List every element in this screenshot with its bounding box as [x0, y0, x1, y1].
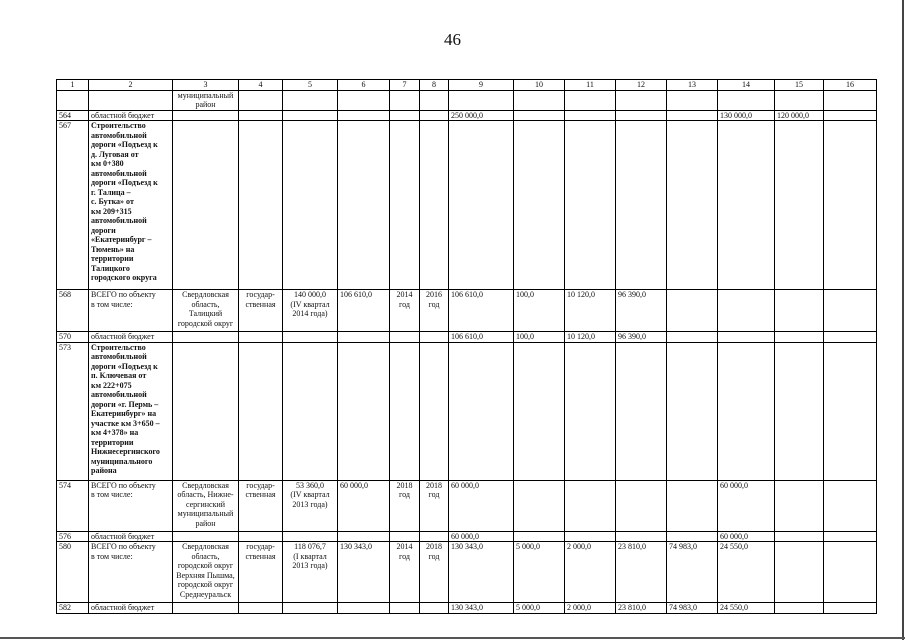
- table-cell-col12: 96 390,0: [616, 290, 667, 332]
- table-cell-col2: областной бюджет: [89, 603, 173, 614]
- table-cell-col13: 74 983,0: [667, 542, 718, 603]
- table-cell-col1: 567: [57, 121, 89, 290]
- table-cell-col10: 100,0: [514, 332, 565, 343]
- table-cell-col13: [667, 332, 718, 343]
- table-cell-col1: [57, 90, 89, 110]
- table-cell-col7: 2014 год: [390, 290, 420, 332]
- table-cell-col6: [338, 121, 390, 290]
- table-cell-col5: 118 076,7 (I квартал 2013 года): [283, 542, 338, 603]
- table-cell-col11: [565, 531, 616, 542]
- table-cell-col4: [239, 603, 283, 614]
- table-cell-col1: 564: [57, 110, 89, 121]
- table-cell-col15: [775, 121, 824, 290]
- scan-edge-bottom: [0, 637, 905, 639]
- table-cell-col8: [420, 332, 449, 343]
- table-cell-col7: 2014 год: [390, 542, 420, 603]
- table-cell-col2: ВСЕГО по объекту в том числе:: [89, 480, 173, 531]
- table-cell-col15: 120 000,0: [775, 110, 824, 121]
- column-header: 8: [420, 80, 449, 91]
- table-cell-col14: [718, 90, 775, 110]
- table-cell-col14: 60 000,0: [718, 531, 775, 542]
- table-row: [57, 480, 877, 531]
- table-cell-col10: [514, 90, 565, 110]
- table-cell-col6: 60 000,0: [338, 480, 390, 531]
- table-cell-col12: [616, 90, 667, 110]
- table-cell-col16: [824, 542, 877, 603]
- table-row: [57, 110, 877, 121]
- table-cell-col15: [775, 603, 824, 614]
- table-cell-col5: 53 360,0 (IV квартал 2013 года): [283, 480, 338, 531]
- table-cell-col10: [514, 121, 565, 290]
- table-cell-col6: [338, 342, 390, 480]
- table-cell-col4: государ- ственная: [239, 542, 283, 603]
- table-cell-col7: [390, 342, 420, 480]
- table-cell-col16: [824, 110, 877, 121]
- table-cell-col2: Строительство автомобильной дороги «Подъезд к п. Ключевая от км 222+075 автомобильной дороги «г. Пермь – Екатеринбург» на участке км 3+650 – км 4+378» на территории Нижнесергинского муниципального района: [89, 342, 173, 480]
- table-cell-col10: [514, 480, 565, 531]
- table-cell-col13: [667, 342, 718, 480]
- table-row: [57, 332, 877, 343]
- column-header: 1: [57, 80, 89, 91]
- table-cell-col3: [173, 603, 239, 614]
- table-cell-col16: [824, 480, 877, 531]
- table-cell-col9: [449, 342, 514, 480]
- table-cell-col2: Строительство автомобильной дороги «Подъезд к д. Луговая от км 0+380 автомобильной дороги «Подъезд к г. Талица – с. Бутка» от км 209+315 автомобильной дороги «Екатеринбург – Тюмень» на территории Талицкого городского округа: [89, 121, 173, 290]
- table-cell-col13: 74 983,0: [667, 603, 718, 614]
- table-cell-col1: 580: [57, 542, 89, 603]
- scan-edge-right: [902, 0, 904, 640]
- table-cell-col5: [283, 90, 338, 110]
- table-cell-col10: [514, 531, 565, 542]
- table-cell-col11: [565, 342, 616, 480]
- table-cell-col8: [420, 531, 449, 542]
- table-cell-col16: [824, 90, 877, 110]
- table-cell-col15: [775, 290, 824, 332]
- table-cell-col14: [718, 342, 775, 480]
- table-cell-col4: государ- ственная: [239, 290, 283, 332]
- table-cell-col1: 570: [57, 332, 89, 343]
- table-cell-col14: 24 550,0: [718, 542, 775, 603]
- column-number-row: [57, 80, 877, 91]
- budget-table: [56, 79, 877, 614]
- table-cell-col6: 106 610,0: [338, 290, 390, 332]
- table-cell-col16: [824, 121, 877, 290]
- table-cell-col1: 573: [57, 342, 89, 480]
- table-cell-col15: [775, 542, 824, 603]
- table-cell-col5: [283, 121, 338, 290]
- table-cell-col3: Свердловская область, Талицкий городской округ: [173, 290, 239, 332]
- table-cell-col13: [667, 480, 718, 531]
- table-cell-col2: областной бюджет: [89, 332, 173, 343]
- table-cell-col8: [420, 342, 449, 480]
- table-cell-col9: 130 343,0: [449, 542, 514, 603]
- table-cell-col6: [338, 603, 390, 614]
- table-cell-col3: [173, 342, 239, 480]
- table-cell-col2: ВСЕГО по объекту в том числе:: [89, 290, 173, 332]
- table-cell-col15: [775, 332, 824, 343]
- column-header: 15: [775, 80, 824, 91]
- table-cell-col4: [239, 342, 283, 480]
- table-cell-col10: 100,0: [514, 290, 565, 332]
- table-cell-col3: Свердловская область, Нижне- сергинский муниципальный район: [173, 480, 239, 531]
- table-cell-col3: [173, 110, 239, 121]
- table-cell-col9: [449, 121, 514, 290]
- table-cell-col15: [775, 90, 824, 110]
- table-row: [57, 542, 877, 603]
- table-cell-col16: [824, 531, 877, 542]
- table-cell-col9: 250 000,0: [449, 110, 514, 121]
- table-cell-col1: 574: [57, 480, 89, 531]
- table-cell-col4: [239, 110, 283, 121]
- table-cell-col8: [420, 110, 449, 121]
- table-cell-col9: 60 000,0: [449, 531, 514, 542]
- table-cell-col2: областной бюджет: [89, 110, 173, 121]
- table-cell-col5: [283, 531, 338, 542]
- table-cell-col5: [283, 110, 338, 121]
- table-cell-col4: государ- ственная: [239, 480, 283, 531]
- table-cell-col16: [824, 332, 877, 343]
- table-cell-col14: 130 000,0: [718, 110, 775, 121]
- table-row: [57, 603, 877, 614]
- table-cell-col11: 2 000,0: [565, 603, 616, 614]
- table-cell-col8: [420, 603, 449, 614]
- column-header: 16: [824, 80, 877, 91]
- table-cell-col1: 582: [57, 603, 89, 614]
- column-header: 14: [718, 80, 775, 91]
- table-cell-col12: [616, 121, 667, 290]
- table-cell-col10: [514, 342, 565, 480]
- table-cell-col16: [824, 290, 877, 332]
- table-cell-col6: [338, 110, 390, 121]
- table-cell-col5: [283, 342, 338, 480]
- table-cell-col3: муниципальный район: [173, 90, 239, 110]
- table-row: [57, 342, 877, 480]
- table-cell-col8: 2016 год: [420, 290, 449, 332]
- column-header: 2: [89, 80, 173, 91]
- table-cell-col10: [514, 110, 565, 121]
- table-cell-col12: 23 810,0: [616, 542, 667, 603]
- table-cell-col7: [390, 531, 420, 542]
- table-cell-col9: 130 343,0: [449, 603, 514, 614]
- column-header: 10: [514, 80, 565, 91]
- table-cell-col14: 24 550,0: [718, 603, 775, 614]
- page-number: 46: [444, 30, 461, 49]
- table-cell-col7: [390, 90, 420, 110]
- table-cell-col8: [420, 121, 449, 290]
- table-cell-col11: [565, 480, 616, 531]
- table-cell-col1: 568: [57, 290, 89, 332]
- table-cell-col12: 23 810,0: [616, 603, 667, 614]
- column-header: 3: [173, 80, 239, 91]
- table-cell-col16: [824, 603, 877, 614]
- table-cell-col10: 5 000,0: [514, 542, 565, 603]
- table-cell-col11: [565, 90, 616, 110]
- table-cell-col11: 10 120,0: [565, 332, 616, 343]
- table-cell-col13: [667, 90, 718, 110]
- table-cell-col14: 60 000,0: [718, 480, 775, 531]
- table-cell-col12: [616, 531, 667, 542]
- table-cell-col5: [283, 603, 338, 614]
- table-cell-col1: 576: [57, 531, 89, 542]
- table-cell-col6: [338, 90, 390, 110]
- table-cell-col4: [239, 531, 283, 542]
- column-header: 5: [283, 80, 338, 91]
- table-cell-col3: [173, 531, 239, 542]
- table-cell-col11: [565, 121, 616, 290]
- table-cell-col15: [775, 480, 824, 531]
- table-cell-col13: [667, 121, 718, 290]
- table-cell-col8: 2018 год: [420, 480, 449, 531]
- table-cell-col4: [239, 90, 283, 110]
- column-header: 12: [616, 80, 667, 91]
- table-cell-col6: [338, 332, 390, 343]
- column-header: 9: [449, 80, 514, 91]
- table-cell-col2: областной бюджет: [89, 531, 173, 542]
- table-cell-col3: Свердловская область, городской округ Верхняя Пышма, городской округ Среднеуральск: [173, 542, 239, 603]
- table-row: [57, 90, 877, 110]
- table-cell-col9: 60 000,0: [449, 480, 514, 531]
- table-cell-col8: [420, 90, 449, 110]
- table-cell-col9: 106 610,0: [449, 332, 514, 343]
- table-cell-col14: [718, 121, 775, 290]
- table-cell-col3: [173, 332, 239, 343]
- table-cell-col8: 2018 год: [420, 542, 449, 603]
- table-cell-col6: 130 343,0: [338, 542, 390, 603]
- table-cell-col15: [775, 531, 824, 542]
- table-cell-col9: 106 610,0: [449, 290, 514, 332]
- table-cell-col11: 10 120,0: [565, 290, 616, 332]
- table-cell-col13: [667, 531, 718, 542]
- table-cell-col7: [390, 603, 420, 614]
- column-header: 11: [565, 80, 616, 91]
- table-cell-col7: [390, 332, 420, 343]
- table-cell-col10: 5 000,0: [514, 603, 565, 614]
- table-cell-col12: [616, 342, 667, 480]
- table-cell-col6: [338, 531, 390, 542]
- table-cell-col11: [565, 110, 616, 121]
- column-header: 13: [667, 80, 718, 91]
- table-row: [57, 121, 877, 290]
- table-cell-col14: [718, 332, 775, 343]
- table-cell-col5: 140 000,0 (IV квартал 2014 года): [283, 290, 338, 332]
- table-cell-col11: 2 000,0: [565, 542, 616, 603]
- table-cell-col12: [616, 110, 667, 121]
- table-cell-col12: 96 390,0: [616, 332, 667, 343]
- table-cell-col12: [616, 480, 667, 531]
- table-cell-col13: [667, 290, 718, 332]
- table-cell-col14: [718, 290, 775, 332]
- table-cell-col7: [390, 121, 420, 290]
- table-row: [57, 531, 877, 542]
- table-cell-col4: [239, 332, 283, 343]
- table-cell-col16: [824, 342, 877, 480]
- table-cell-col9: [449, 90, 514, 110]
- table-cell-col5: [283, 332, 338, 343]
- table-cell-col7: [390, 110, 420, 121]
- table-cell-col4: [239, 121, 283, 290]
- column-header: 4: [239, 80, 283, 91]
- table-cell-col2: [89, 90, 173, 110]
- column-header: 6: [338, 80, 390, 91]
- column-header: 7: [390, 80, 420, 91]
- table-row: [57, 290, 877, 332]
- table-cell-col3: [173, 121, 239, 290]
- table-cell-col7: 2018 год: [390, 480, 420, 531]
- table-cell-col13: [667, 110, 718, 121]
- table-cell-col15: [775, 342, 824, 480]
- table-cell-col2: ВСЕГО по объекту в том числе:: [89, 542, 173, 603]
